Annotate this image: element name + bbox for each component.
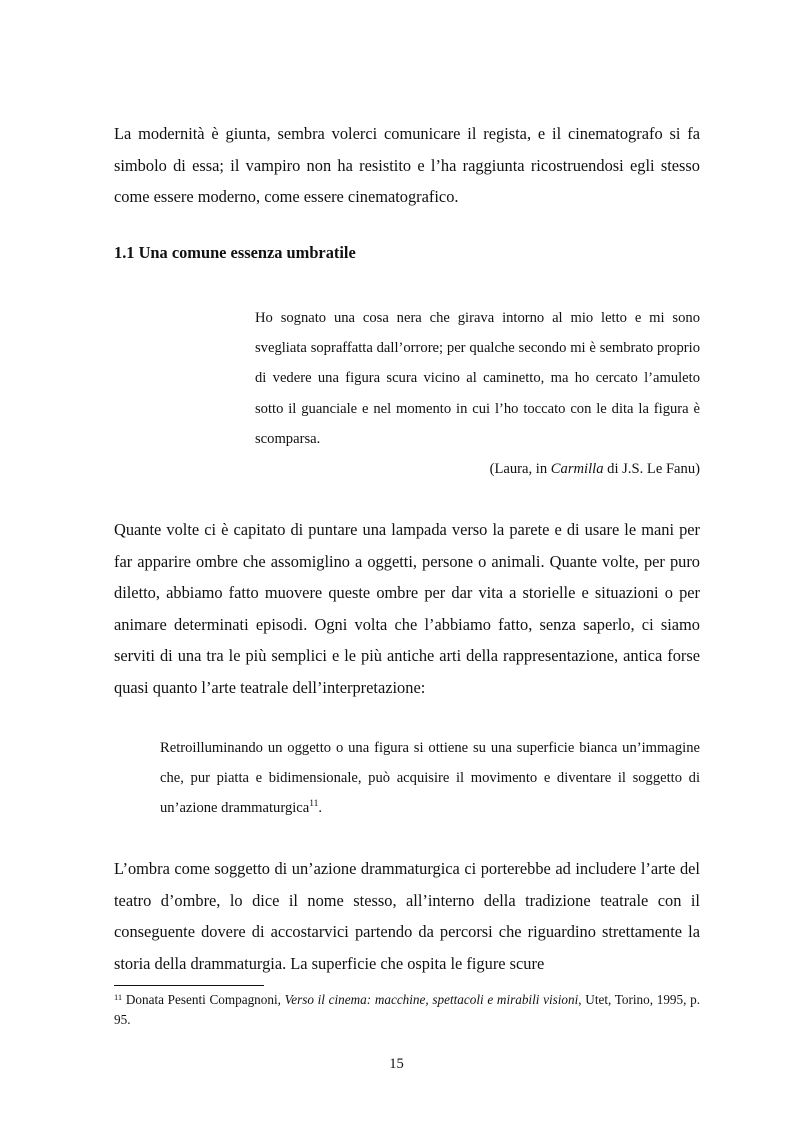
attribution-prefix: (Laura, in	[489, 461, 551, 478]
attribution-title: Carmilla	[550, 461, 604, 478]
footnote-title: Verso il cinema: macchine, spettacoli e mirabili visioni	[284, 992, 579, 1007]
attribution-suffix: di J.S. Le Fanu)	[603, 461, 700, 478]
quote2-text: Retroilluminando un oggetto o una figura si ottiene su una superficie bianca un’immagine che, pur piatta e bidimensionale, può acquisire il movimento e diventare il soggetto di un’azione drammaturgica	[160, 740, 700, 816]
quote2-end: .	[318, 800, 323, 816]
quote-text: Ho sognato una cosa nera che girava intorno al mio letto e mi sono svegliata sopraffatta dall’orrore; per qualche secondo mi è sembrato proprio di vedere una figura scura vicino al caminetto, ma ho cercato l’amuleto sotto il guanciale e nel momento in cui l’ho toccato con le dita la figura è scomparsa.	[255, 310, 700, 447]
footnote-rest: , Utet, Torino, 1995, p. 95.	[114, 992, 701, 1027]
page-number: 15	[389, 1056, 404, 1072]
footnote-divider	[114, 985, 264, 986]
block-quote-carmilla	[255, 303, 700, 484]
paragraph-shadows: Quante volte ci è capitato di puntare una lampada verso la parete e di usare le mani per far apparire ombre che assomiglino a oggetti, persone o animali. Quante volte, per puro diletto, abbiamo fatto muovere queste ombre per dar vita a storielle e situazioni o per animare determinati episodi. Ogni volta che l’abbiamo fatto, senza saperlo, ci siamo serviti di una tra le più semplici e le più antiche arti della rappresentazione, antica forse quasi quanto l’arte teatrale dell’interpretazione:	[114, 520, 700, 697]
footnote-author: Donata Pesenti Compagnoni,	[122, 992, 285, 1007]
footnote-reference[interactable]: 11	[309, 799, 319, 809]
section-heading: 1.1 Una comune essenza umbratile	[114, 243, 356, 262]
paragraph-intro: La modernità è giunta, sembra volerci comunicare il regista, e il cinematografo si fa simbolo di essa; il vampiro non ha resistito e l’ha raggiunta ricostruendosi egli stesso come essere moderno, come essere cinematografico.	[114, 124, 700, 207]
block-quote-pesenti	[160, 733, 700, 823]
quote-attribution	[255, 454, 700, 484]
paragraph-theatre: L’ombra come soggetto di un’azione drammaturgica ci porterebbe ad includere l’arte del teatro d’ombre, lo dice il nome stesso, all’interno della tradizione teatrale con il conseguente dovere di accostarvici partendo da percorsi che riguardino strettamente la storia della drammaturgia. La superficie che ospita le figure scure	[114, 859, 700, 973]
footnote-number: 11	[114, 992, 123, 1002]
footnote	[114, 990, 700, 1030]
